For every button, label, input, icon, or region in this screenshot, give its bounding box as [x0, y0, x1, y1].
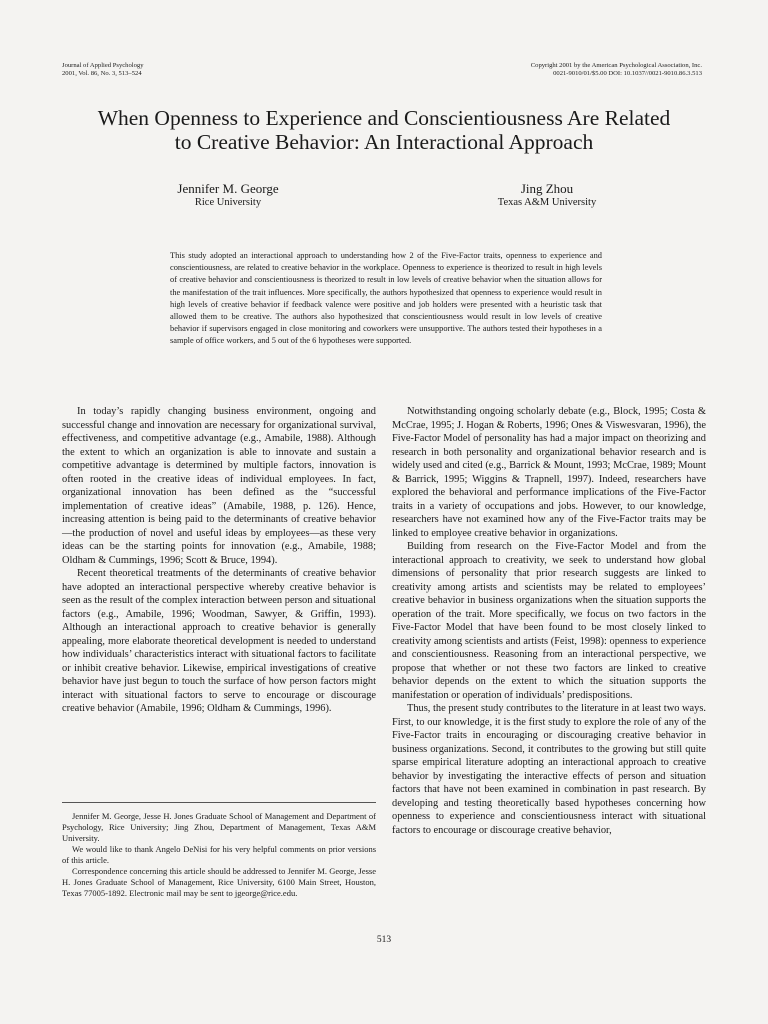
author-name: Jennifer M. George [177, 181, 279, 196]
author-affiliation: Texas A&M University [497, 197, 597, 208]
author-name: Jing Zhou [520, 181, 574, 196]
journal-name: Journal of Applied Psychology [62, 62, 144, 69]
journal-volume: 2001, Vol. 86, No. 3, 513–524 [62, 69, 142, 77]
title-line-2: to Creative Behavior: An Interactional Approach [174, 130, 594, 154]
paragraph: Notwithstanding ongoing scholarly debate (e.g., Block, 1995; Costa & McCrae, 1995; J. Hogan & Roberts, 1996; Ones & Viswesvaran, 1996), the Five-Factor Model of personality has had a major impact on theorizing and research in both personality and organizational behavior research and is widely used and cited (e.g., Barrick & Mount, 1993; McCrae, 1989; Mount & Barrick, 1995; Wiggins & Trapnell, 1997). Indeed, researchers have explored the behavioral and performance implications of the Five-Factor traits in a variety of occupations and jobs. However, to our knowledge, researchers have not examined how any of the Five-Factor traits may be linked to employee creative behavior in organizations. [392, 406, 706, 539]
footnote: We would like to thank Angelo DeNisi for his very helpful comments on prior versions of this article. [62, 844, 376, 865]
author-2 [487, 181, 607, 209]
article-title [60, 106, 708, 154]
footnote: Correspondence concerning this article should be addressed to Jennifer M. George, Jesse H. Jones Graduate School of Management, Rice University, 6100 Main Street, Houston, Texas 77005-1892. Electronic mail may be sent to jgeorge@rice.edu. [62, 866, 376, 898]
paragraph: Recent theoretical treatments of the determinants of creative behavior have adopted an interactional perspective whereby creative behavior is seen as the result of the complex interaction between person and situational factors (e.g., Amabile, 1996; Woodman, Sawyer, & Griffin, 1993). Although an interactional approach to creative behavior is generally appealing, more elaborate theoretical development is needed to understand how individuals’ characteristics interact with situational factors to facilitate or inhibit creative behavior. Likewise, empirical investigations of creative behavior have just begun to touch the surface of how person factors might interact with situational factors to serve to encourage or discourage creative behavior (Amabile, 1996; Oldham & Cummings, 1996). [62, 568, 376, 714]
author-affiliation: Rice University [194, 197, 262, 208]
author-notes [62, 811, 376, 899]
copyright-line: Copyright 2001 by the American Psychological Association, Inc. [530, 62, 702, 69]
page-number: 513 [376, 935, 392, 945]
doi-line: 0021-9010/01/$5.00 DOI: 10.1037//0021-9010.86.3.513 [553, 69, 702, 77]
paragraph: Thus, the present study contributes to the literature in at least two ways. First, to our knowledge, it is the first study to explore the role of any of the Five-Factor traits in encouraging or discouraging creative behavior in business organizations. Second, it contributes to the growing but still quite sparse empirical literature adopting an interactional approach to creative behavior by investigating the interactive effects of person and situation factors that have not been examined in combination in past research. By developing and testing theoretically based hypotheses concerning how openness to experience and conscientiousness interact with situational factors to encourage or discourage creative behavior, [392, 703, 706, 836]
body-column-left [62, 405, 376, 716]
body-column-right [392, 405, 706, 837]
abstract: This study adopted an interactional approach to understanding how 2 of the Five-Factor traits, openness to experience and conscientiousness, are related to creative behavior in the workplace. Openness to experience is theorized to result in high levels of creative behavior and conscientiousness is theorized to result in low levels of creative behavior when the situation allows for the manifestation of the trait influences. More specifically, the authors hypothesized that openness to experience would result in high levels of creative behavior if feedback valence were positive and job holders were presented with a heuristic task that allowed them to be creative. The authors also hypothesized that conscientiousness would result in low levels of creative behavior if supervisors engaged in close monitoring and coworkers were unsupportive. The authors tested their hypotheses in a sample of office workers, and 5 out of the 6 hypotheses were supported. [170, 251, 602, 346]
title-line-1: When Openness to Experience and Conscientiousness Are Related [97, 106, 671, 130]
footnote: Jennifer M. George, Jesse H. Jones Graduate School of Management and Department of Psychology, Rice University; Jing Zhou, Department of Management, Texas A&M University. [62, 811, 376, 843]
author-1 [168, 181, 288, 209]
paragraph: In today’s rapidly changing business environment, ongoing and successful change and innovation are necessary for organizational survival, effectiveness, and competitive advantage (e.g., Amabile, 1988). Although the extent to which an organization is able to innovate and sustain a competitive advantage is determined by multiple factors, innovation is often rooted in the creative ideas of individual employees. In fact, organizational innovation has been defined as the “successful implementation of creative ideas” (Amabile, 1988, p. 126). Hence, increasing attention is being paid to the determinants of creative behavior—the production of novel and useful ideas by employees—as these very ideas can be the starting points for innovation (e.g., Amabile, 1988; Oldham & Cummings, 1996; Scott & Bruce, 1994). [62, 406, 376, 566]
footnote-divider [62, 802, 376, 803]
paragraph: Building from research on the Five-Factor Model and from the interactional approach to creativity, we seek to understand how global dimensions of personality that prior research suggests are linked to creativity among artists and scientists may be related to employees’ creative behavior in business organizations when the situation supports the operation of the trait. More specifically, we focus on two factors in the Five-Factor Model that have been found to be most closely linked to creativity among scientists and artists (Feist, 1998): openness to experience and conscientiousness. Reasoning from an interactional perspective, we propose that whether or not these two factors are linked to creative behavior depends on the extent to which the situation supports the manifestation or operation of individuals’ predispositions. [392, 541, 706, 701]
journal-citation [62, 62, 144, 77]
copyright-notice [531, 62, 702, 77]
